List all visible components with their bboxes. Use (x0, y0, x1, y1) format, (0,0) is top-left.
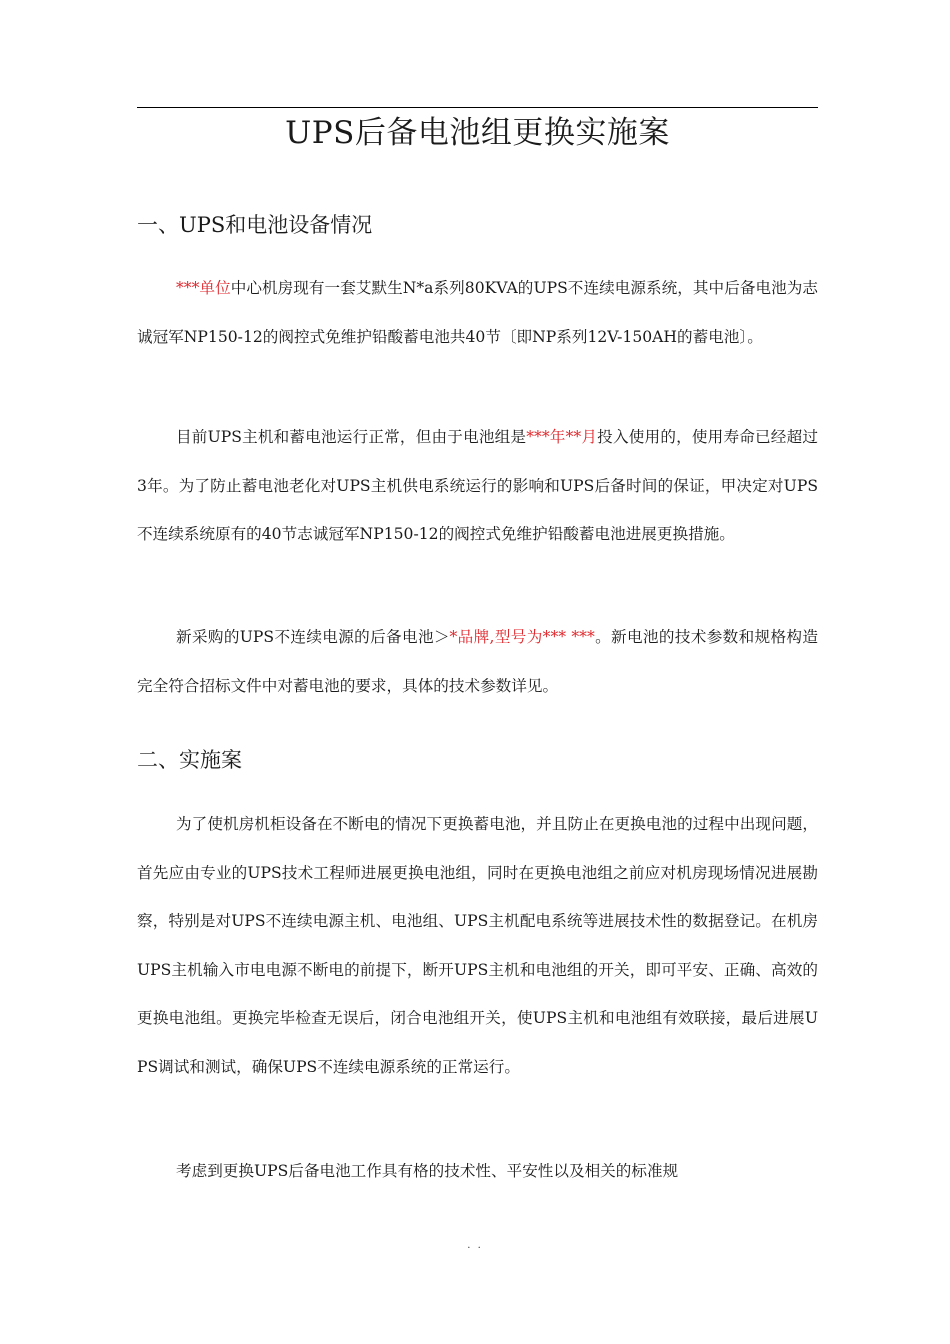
section-heading-2: 二、实施案 (137, 748, 242, 772)
paragraph-text: 新采购的UPS不连续电源的后备电池＞ (176, 628, 450, 646)
document-title: UPS后备电池组更换实施案 (285, 115, 670, 151)
paragraph-text: 。新电池的技术参数和规格构造完全符合招标文件中对蓄电池的要求，具体的技术参数详见。 (137, 628, 818, 695)
placeholder-brand-model: *品牌,型号为*** *** (449, 628, 595, 646)
page-footer: . . (467, 1240, 483, 1251)
section-heading-1: 一、UPS和电池设备情况 (137, 213, 373, 237)
paragraph-1-3 (137, 613, 818, 710)
paragraph-1-1 (137, 264, 818, 361)
paragraph-1-2 (137, 413, 818, 559)
paragraph-2-1 (137, 800, 818, 1091)
paragraph-text: 目前UPS主机和蓄电池运行正常，但由于电池组是 (176, 428, 527, 446)
header-rule (137, 107, 818, 108)
placeholder-unit: ***单位 (176, 279, 231, 297)
paragraph-text: 考虑到更换UPS后备电池工作具有格的技术性、平安性以及相关的标准规 (176, 1162, 679, 1180)
paragraph-text: 投入使用的，使用寿命已经超过3年。为了防止蓄电池老化对UPS主机供电系统运行的影响和UPS后备时间的保证，甲决定对UPS不连续系统原有的40节志诚冠军NP150-12的阀控式免维护铅酸蓄电池进展更换措施。 (137, 428, 818, 543)
paragraph-text: 中心机房现有一套艾默生N*a系列80KVA的UPS不连续电源系统，其中后备电池为志诚冠军NP150-12的阀控式免维护铅酸蓄电池共40节〔即NP系列12V-150AH的蓄电池〕。 (137, 279, 818, 346)
placeholder-date: ***年**月 (526, 428, 598, 446)
paragraph-text: 为了使机房机柜设备在不断电的情况下更换蓄电池，并且防止在更换电池的过程中出现问题，首先应由专业的UPS技术工程师进展更换电池组，同时在更换电池组之前应对机房现场情况进展勘察，特别是对UPS不连续电源主机、电池组、UPS主机配电系统等进展技术性的数据登记。在机房UPS主机输入市电电源不断电的前提下，断开UPS主机和电池组的开关，即可平安、正确、高效的更换电池组。更换完毕检查无误后，闭合电池组开关，使UPS主机和电池组有效联接，最后进展UPS调试和测试，确保UPS不连续电源系统的正常运行。 (137, 815, 818, 1076)
paragraph-2-2 (137, 1147, 818, 1196)
